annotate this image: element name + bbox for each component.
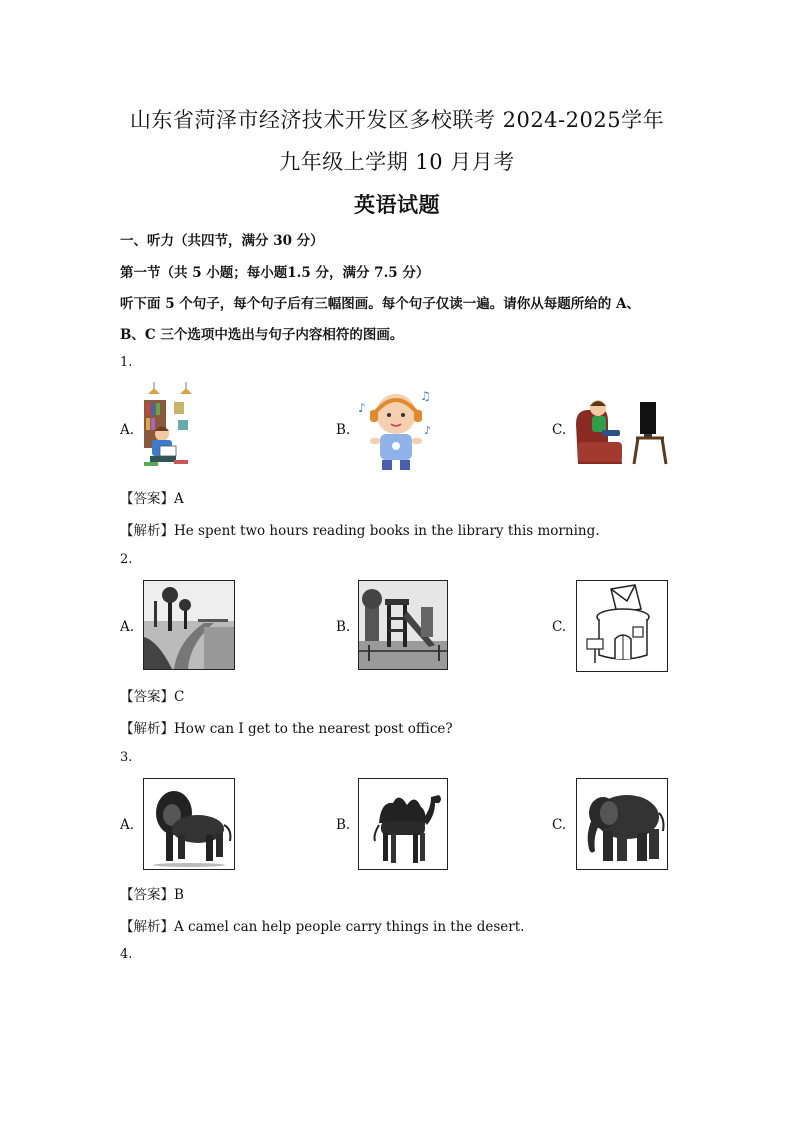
instruction-line1: 听下面 5 个句子，每个句子后有三幅图画。每个句子仅读一遍。请你从每题所给的 A、 — [120, 296, 640, 312]
page-title-line2: 九年级上学期 10 月月考 — [279, 150, 515, 174]
option-label: C. — [552, 619, 567, 635]
lion-icon[interactable] — [143, 778, 235, 870]
option-label: A. — [120, 619, 135, 635]
svg-text:♪: ♪ — [358, 401, 366, 415]
answer-text: 【答案】A — [120, 491, 184, 507]
section-heading: 一、听力（共四节，满分 30 分） — [120, 233, 324, 249]
answer-text: 【答案】C — [120, 689, 185, 705]
option-label: C. — [552, 817, 567, 833]
explanation-text: 【解析】He spent two hours reading books in the library this morning. — [120, 523, 600, 539]
boy-watching-tv-icon[interactable] — [572, 394, 668, 466]
option-label: A. — [120, 817, 135, 833]
page-title-line1: 山东省菏泽市经济技术开发区多校联考 2024-2025学年 — [129, 108, 665, 132]
park-path-photo-icon[interactable] — [143, 580, 235, 670]
instruction-line2: B、C 三个选项中选出与句子内容相符的图画。 — [120, 327, 404, 343]
option-label: B. — [336, 619, 351, 635]
part-heading: 第一节（共 5 小题；每小题1.5 分，满分 7.5 分） — [120, 265, 430, 281]
page-title-subject: 英语试题 — [354, 192, 440, 217]
question-number: 4. — [120, 947, 133, 962]
elephant-icon[interactable] — [576, 778, 668, 870]
question-number: 1. — [120, 355, 133, 370]
camel-icon[interactable] — [358, 778, 448, 870]
question-number: 3. — [120, 750, 133, 765]
explanation-text: 【解析】A camel can help people carry things in the desert. — [120, 919, 525, 935]
boy-reading-books-icon[interactable] — [140, 382, 200, 472]
question-number: 2. — [120, 552, 133, 567]
option-label: A. — [120, 422, 135, 438]
svg-text:♪: ♪ — [424, 424, 432, 437]
answer-text: 【答案】B — [120, 887, 184, 903]
option-label: B. — [336, 422, 351, 438]
option-label: B. — [336, 817, 351, 833]
option-label: C. — [552, 422, 567, 438]
explanation-text: 【解析】How can I get to the nearest post office? — [120, 721, 453, 737]
svg-text:♫: ♫ — [420, 389, 431, 403]
playground-photo-icon[interactable] — [358, 580, 448, 670]
girl-headphones-music-icon[interactable] — [356, 384, 436, 472]
post-office-icon[interactable] — [576, 580, 668, 672]
